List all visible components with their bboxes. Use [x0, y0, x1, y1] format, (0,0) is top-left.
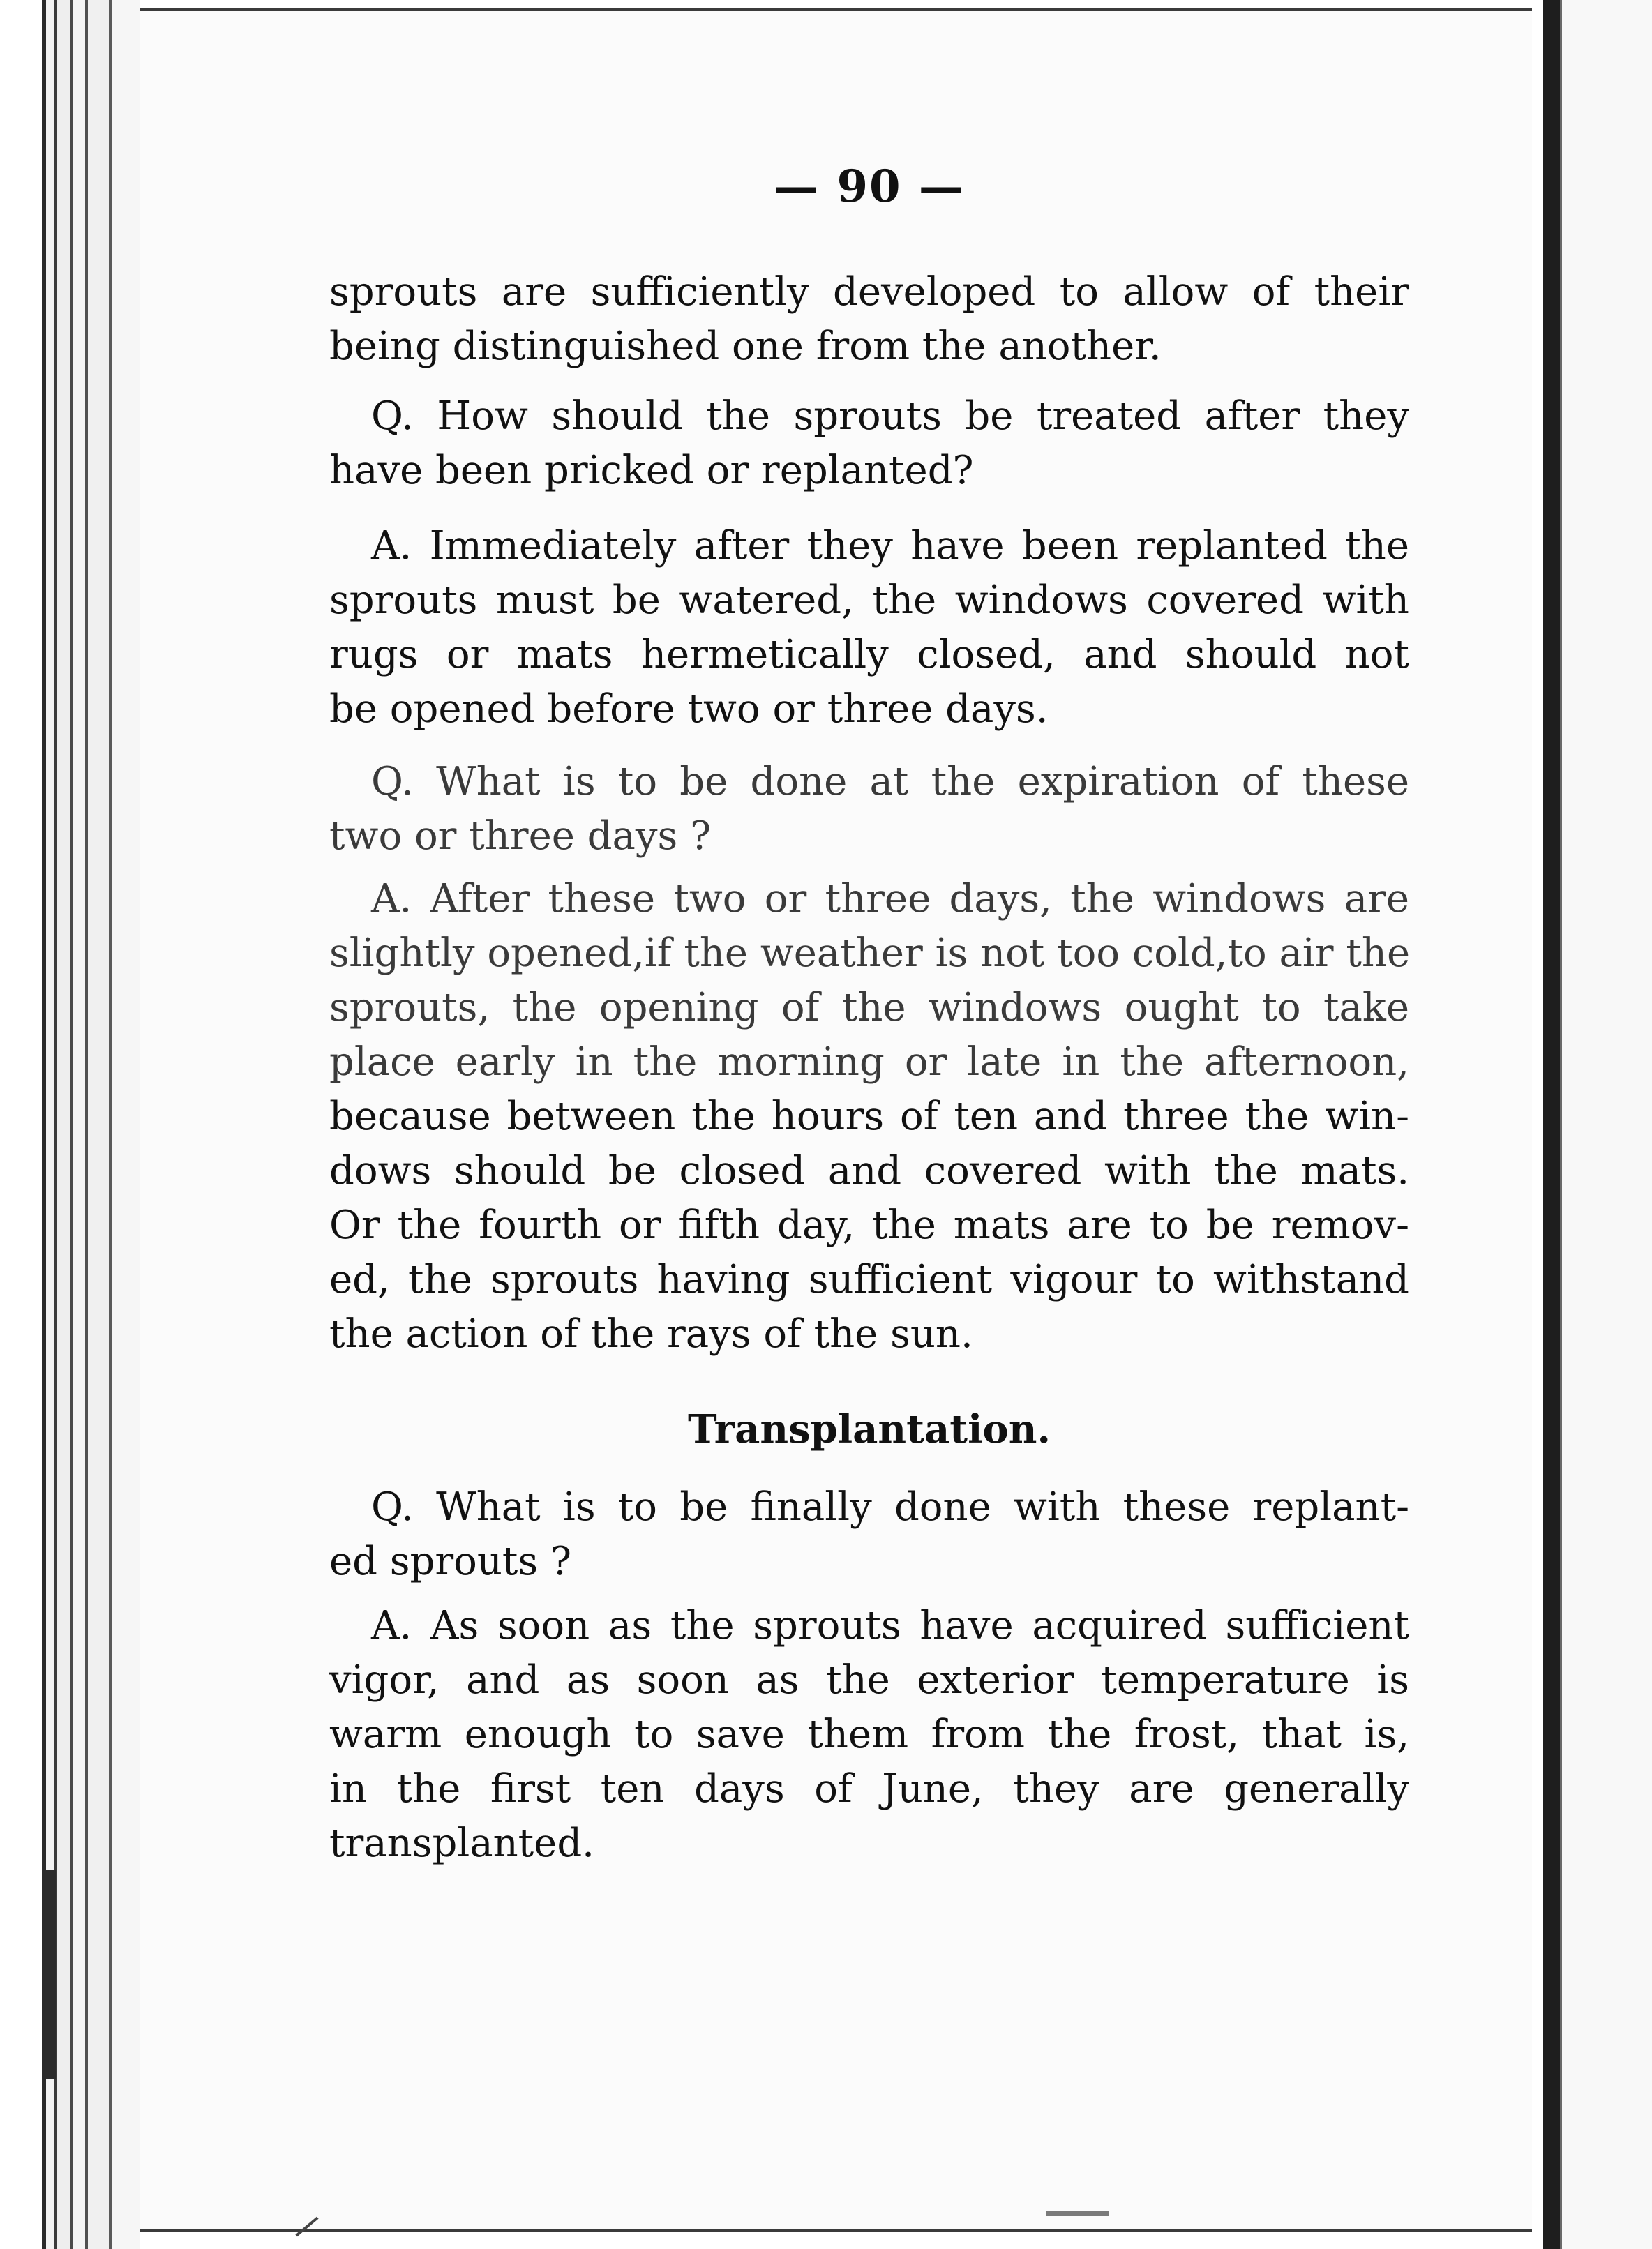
text-line: be opened before two or three days. — [329, 686, 1049, 732]
text-line: place early in the morning or late in the afternoon, — [329, 1039, 1409, 1085]
scan-mark — [1046, 2211, 1109, 2216]
section-heading: Transplantation. — [688, 1406, 1051, 1452]
text-line: ed, the sprouts having sufficient vigour to withstand — [329, 1257, 1409, 1302]
text-line: the action of the rays of the sun. — [329, 1311, 973, 1357]
answer-paragraph — [329, 1599, 1409, 1871]
text-line: rugs or mats hermetically closed, and should not — [329, 632, 1409, 677]
answer-paragraph — [329, 519, 1409, 737]
text-line: being distinguished one from the another. — [329, 324, 1162, 369]
answer-paragraph — [329, 872, 1409, 1362]
text-line: A. After these two or three days, the windows are — [371, 876, 1409, 922]
paragraph-continuation — [329, 265, 1409, 374]
page-edge-shadow — [45, 1870, 56, 2079]
text-line: two or three days ? — [329, 813, 712, 859]
text-line: slightly opened,if the weather is not too cold,to air the — [329, 931, 1411, 976]
text-line: sprouts must be watered, the windows covered with — [329, 578, 1409, 623]
text-line: in the first ten days of June, they are generally — [329, 1766, 1409, 1812]
text-line: dows should be closed and covered with the mats. — [329, 1148, 1409, 1194]
question-paragraph — [329, 389, 1409, 498]
book-gutter — [1543, 0, 1560, 2249]
text-line: warm enough to save them from the frost, that is, — [329, 1712, 1409, 1757]
text-line: Or the fourth or fifth day, the mats are to be remov- — [329, 1203, 1409, 1248]
question-paragraph — [329, 1480, 1409, 1589]
text-line: Q. What is to be finally done with these replant- — [371, 1484, 1409, 1530]
text-line: transplanted. — [329, 1821, 594, 1866]
stacked-page-edges — [42, 0, 140, 2249]
text-line: sprouts are sufficiently developed to allow of their — [329, 269, 1409, 315]
text-line: sprouts, the opening of the windows ought to take — [329, 985, 1409, 1030]
text-line: A. As soon as the sprouts have acquired sufficient — [371, 1603, 1409, 1648]
text-line: Q. What is to be done at the expiration of these — [371, 759, 1409, 804]
facing-page-edge — [1560, 0, 1652, 2249]
text-line: Q. How should the sprouts be treated after they — [371, 393, 1409, 439]
text-line: vigor, and as soon as the exterior temperature is — [329, 1657, 1409, 1703]
page-number: — 90 — — [774, 160, 965, 213]
text-line: have been pricked or replanted? — [329, 448, 974, 493]
question-paragraph — [329, 755, 1409, 864]
text-line: because between the hours of ten and three the win- — [329, 1094, 1409, 1139]
text-line: ed sprouts ? — [329, 1539, 571, 1584]
text-line: A. Immediately after they have been replanted the — [371, 523, 1409, 569]
